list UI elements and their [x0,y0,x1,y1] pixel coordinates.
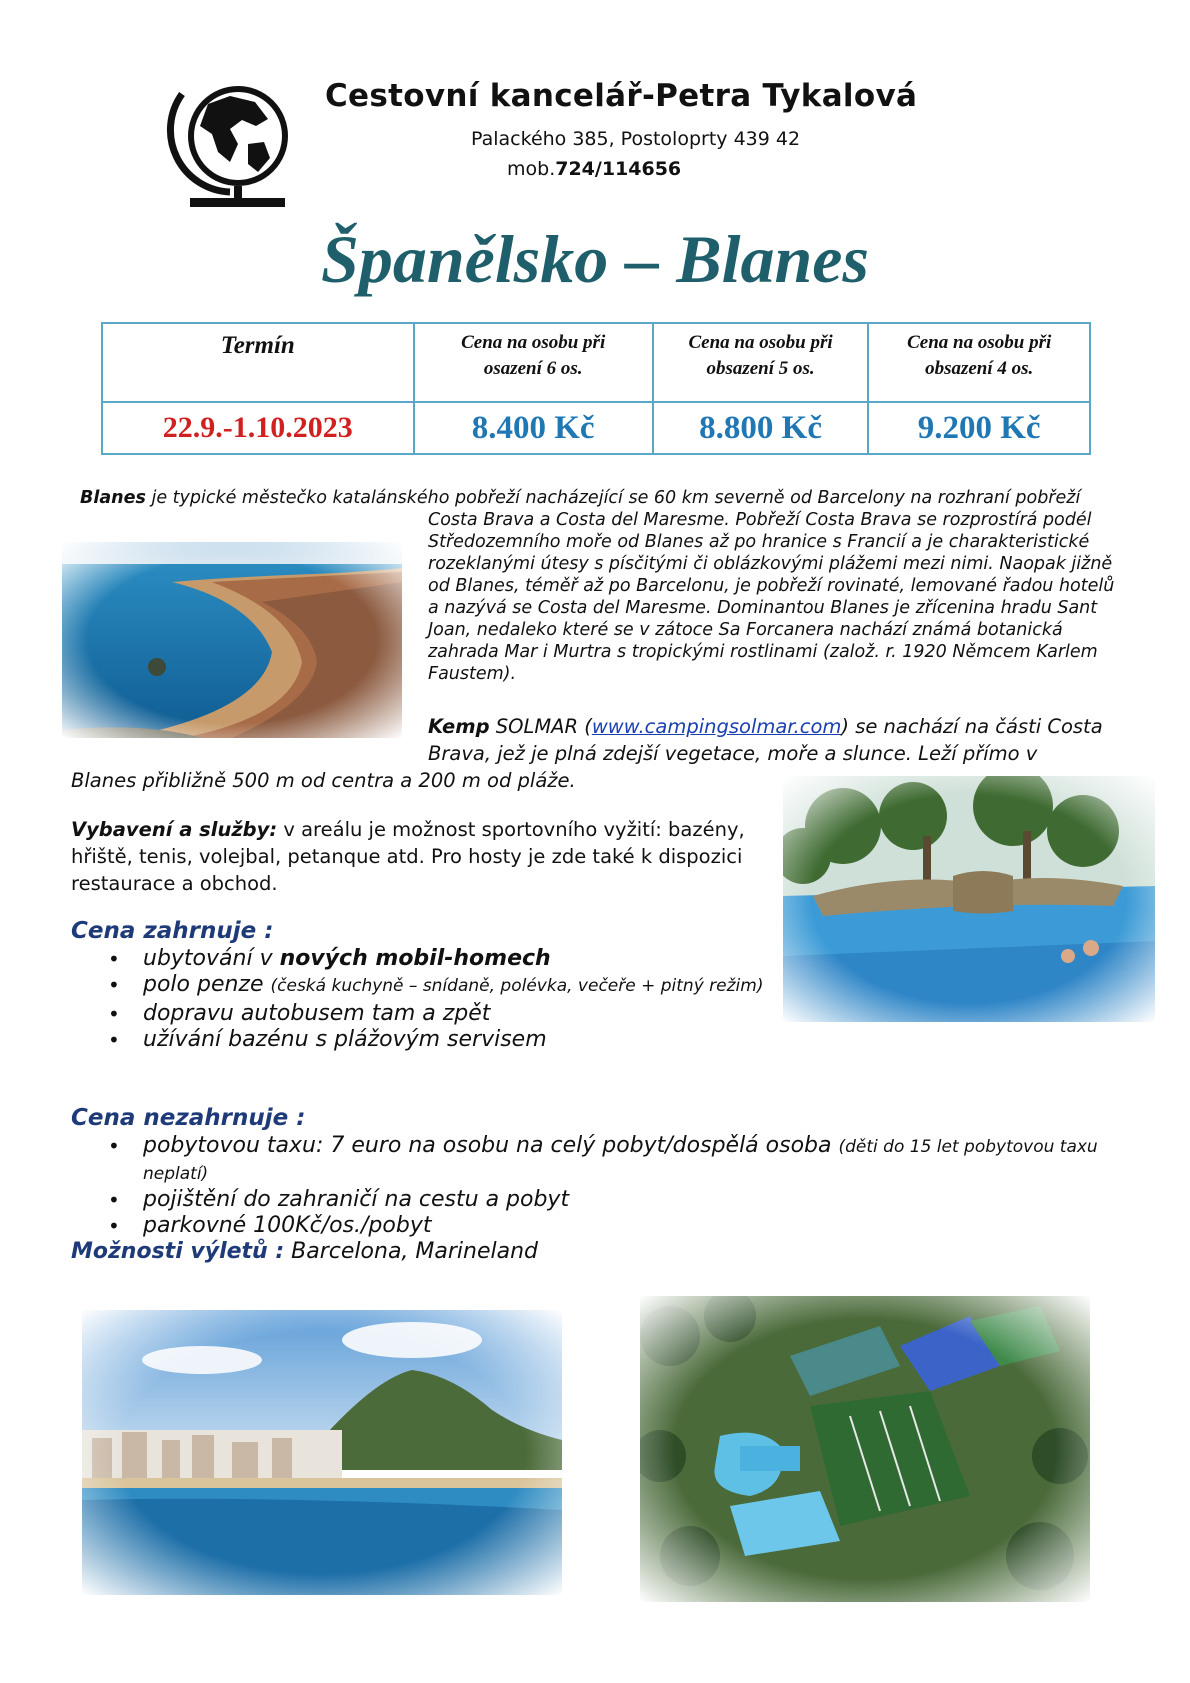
excluded-item-text: pojištění do zahraničí na cestu a pobyt [143,1187,570,1212]
agency-phone [507,158,681,180]
excluded-item-text: pobytovou taxu: 7 euro na osobu na celý pobyt/dospělá osoba [143,1133,839,1158]
header-price-5-label: Cena na osobu při obsazení 5 os. [688,332,833,379]
price-table-value-row [102,402,1090,454]
included-item-text: užívání bazénu s plážovým servisem [143,1027,547,1052]
price-5-value: 8.800 Kč [699,409,822,446]
phone-number: 724/114656 [555,158,682,180]
included-item-text: ubytování v [143,946,280,971]
header-term [102,323,414,402]
intro-lead: Blanes [80,488,146,508]
list-item [71,946,781,972]
price-4 [868,402,1090,454]
header-price-6-label: Cena na osobu při osazení 6 os. [461,332,606,379]
list-item [71,1213,1111,1239]
blanes-coast-photo [62,542,402,738]
list-item [71,1187,1111,1213]
globe-logo-icon [160,74,300,209]
included-item-bold: nových mobil-homech [279,946,551,971]
header-price-6 [414,323,653,402]
amenities-text: v areálu je možnost sportovního vyžití: bazény, hřiště, tenis, volejbal, petanque atd. Pro hosty je zde také k dispozici restaurace a obchod. [71,818,745,895]
included-heading: Cena zahrnuje : [71,918,274,944]
camp-pool-photo [783,776,1155,1022]
camp-lead: Kemp [428,715,490,738]
camp-website-link[interactable]: www.campingsolmar.com [591,715,842,738]
camp-paragraph [428,713,1108,767]
price-5 [653,402,869,454]
agency-name: Cestovní kancelář-Petra Tykalová [325,78,918,114]
included-item-text: polo penze [143,972,271,997]
trips-text: Barcelona, Marineland [284,1239,539,1264]
excluded-item-text: parkovné 100Kč/os./pobyt [143,1213,432,1238]
list-item [71,1027,781,1053]
intro-paragraph-rest: Costa Brava a Costa del Maresme. Pobřeží Costa Brava se rozprostírá podél Středozemního moře od Blanes až po hranice s Francií a je charakteristické rozeklanými útesy s písčitými či oblázkovými plážemi mezi nimi. Naopak jižně od Blanes, téměř až po Barcelonu, je pobřeží rovinaté, lemované řadou hotelů a nazývá se Costa del Maresme. Dominantou Blanes je zřícenina hradu Sant Joan, nedaleko které se v zátoce Sa Forcanera nachází známá botanická zahrada Mar i Murtra s tropickými rostlinami (založ. r. 1920 Němcem Karlem Faustem). [428,510,1115,684]
excluded-item-note: (děti do 15 let pobytovou taxu neplatí) [143,1137,1098,1184]
header-price-4-label: Cena na osobu při obsazení 4 os. [907,332,1052,379]
included-item-note: (česká kuchyně – snídaně, polévka, večeře + pitný režim) [270,976,764,996]
term-date-value: 22.9.-1.10.2023 [162,411,353,444]
term-date [102,402,414,454]
header-term-label: Termín [220,332,295,359]
page-title: Španělsko – Blanes [321,221,869,297]
amenities-paragraph [71,816,761,897]
header-price-5 [653,323,869,402]
camp-aerial-photo [640,1296,1090,1602]
blanes-bay-photo [82,1310,562,1595]
list-item [71,972,781,999]
amenities-label: Vybavení a služby: [71,818,278,841]
camp-name: SOLMAR ( [489,715,592,738]
price-6-value: 8.400 Kč [471,409,595,446]
price-4-value: 9.200 Kč [917,409,1041,446]
list-item [71,1133,1111,1187]
excluded-list [71,1133,1111,1239]
included-item-text: dopravu autobusem tam a zpět [143,1001,491,1026]
phone-prefix: mob. [507,158,556,180]
header-price-4 [868,323,1090,402]
price-6 [414,402,653,454]
camp-paragraph-line2: Blanes přibližně 500 m od centra a 200 m od pláže. [71,769,576,792]
intro-line1: je typické městečko katalánského pobřeží nacházející se 60 km severně od Barcelony na rozhraní pobřeží [145,488,1081,508]
trips-line [71,1239,538,1264]
camp-description: ) se nachází na části Costa Brava, jež je plná zdejší vegetace, moře a slunce. Leží přímo v [428,715,1103,765]
intro-paragraph [80,487,1120,509]
included-list [71,946,781,1053]
excluded-heading: Cena nezahrnuje : [71,1105,306,1131]
agency-address: Palackého 385, Postoloprty 439 42 [471,128,801,150]
price-table [101,322,1091,455]
list-item [71,1001,781,1027]
price-table-header-row [102,323,1090,402]
trips-label: Možnosti výletů : [71,1239,285,1264]
